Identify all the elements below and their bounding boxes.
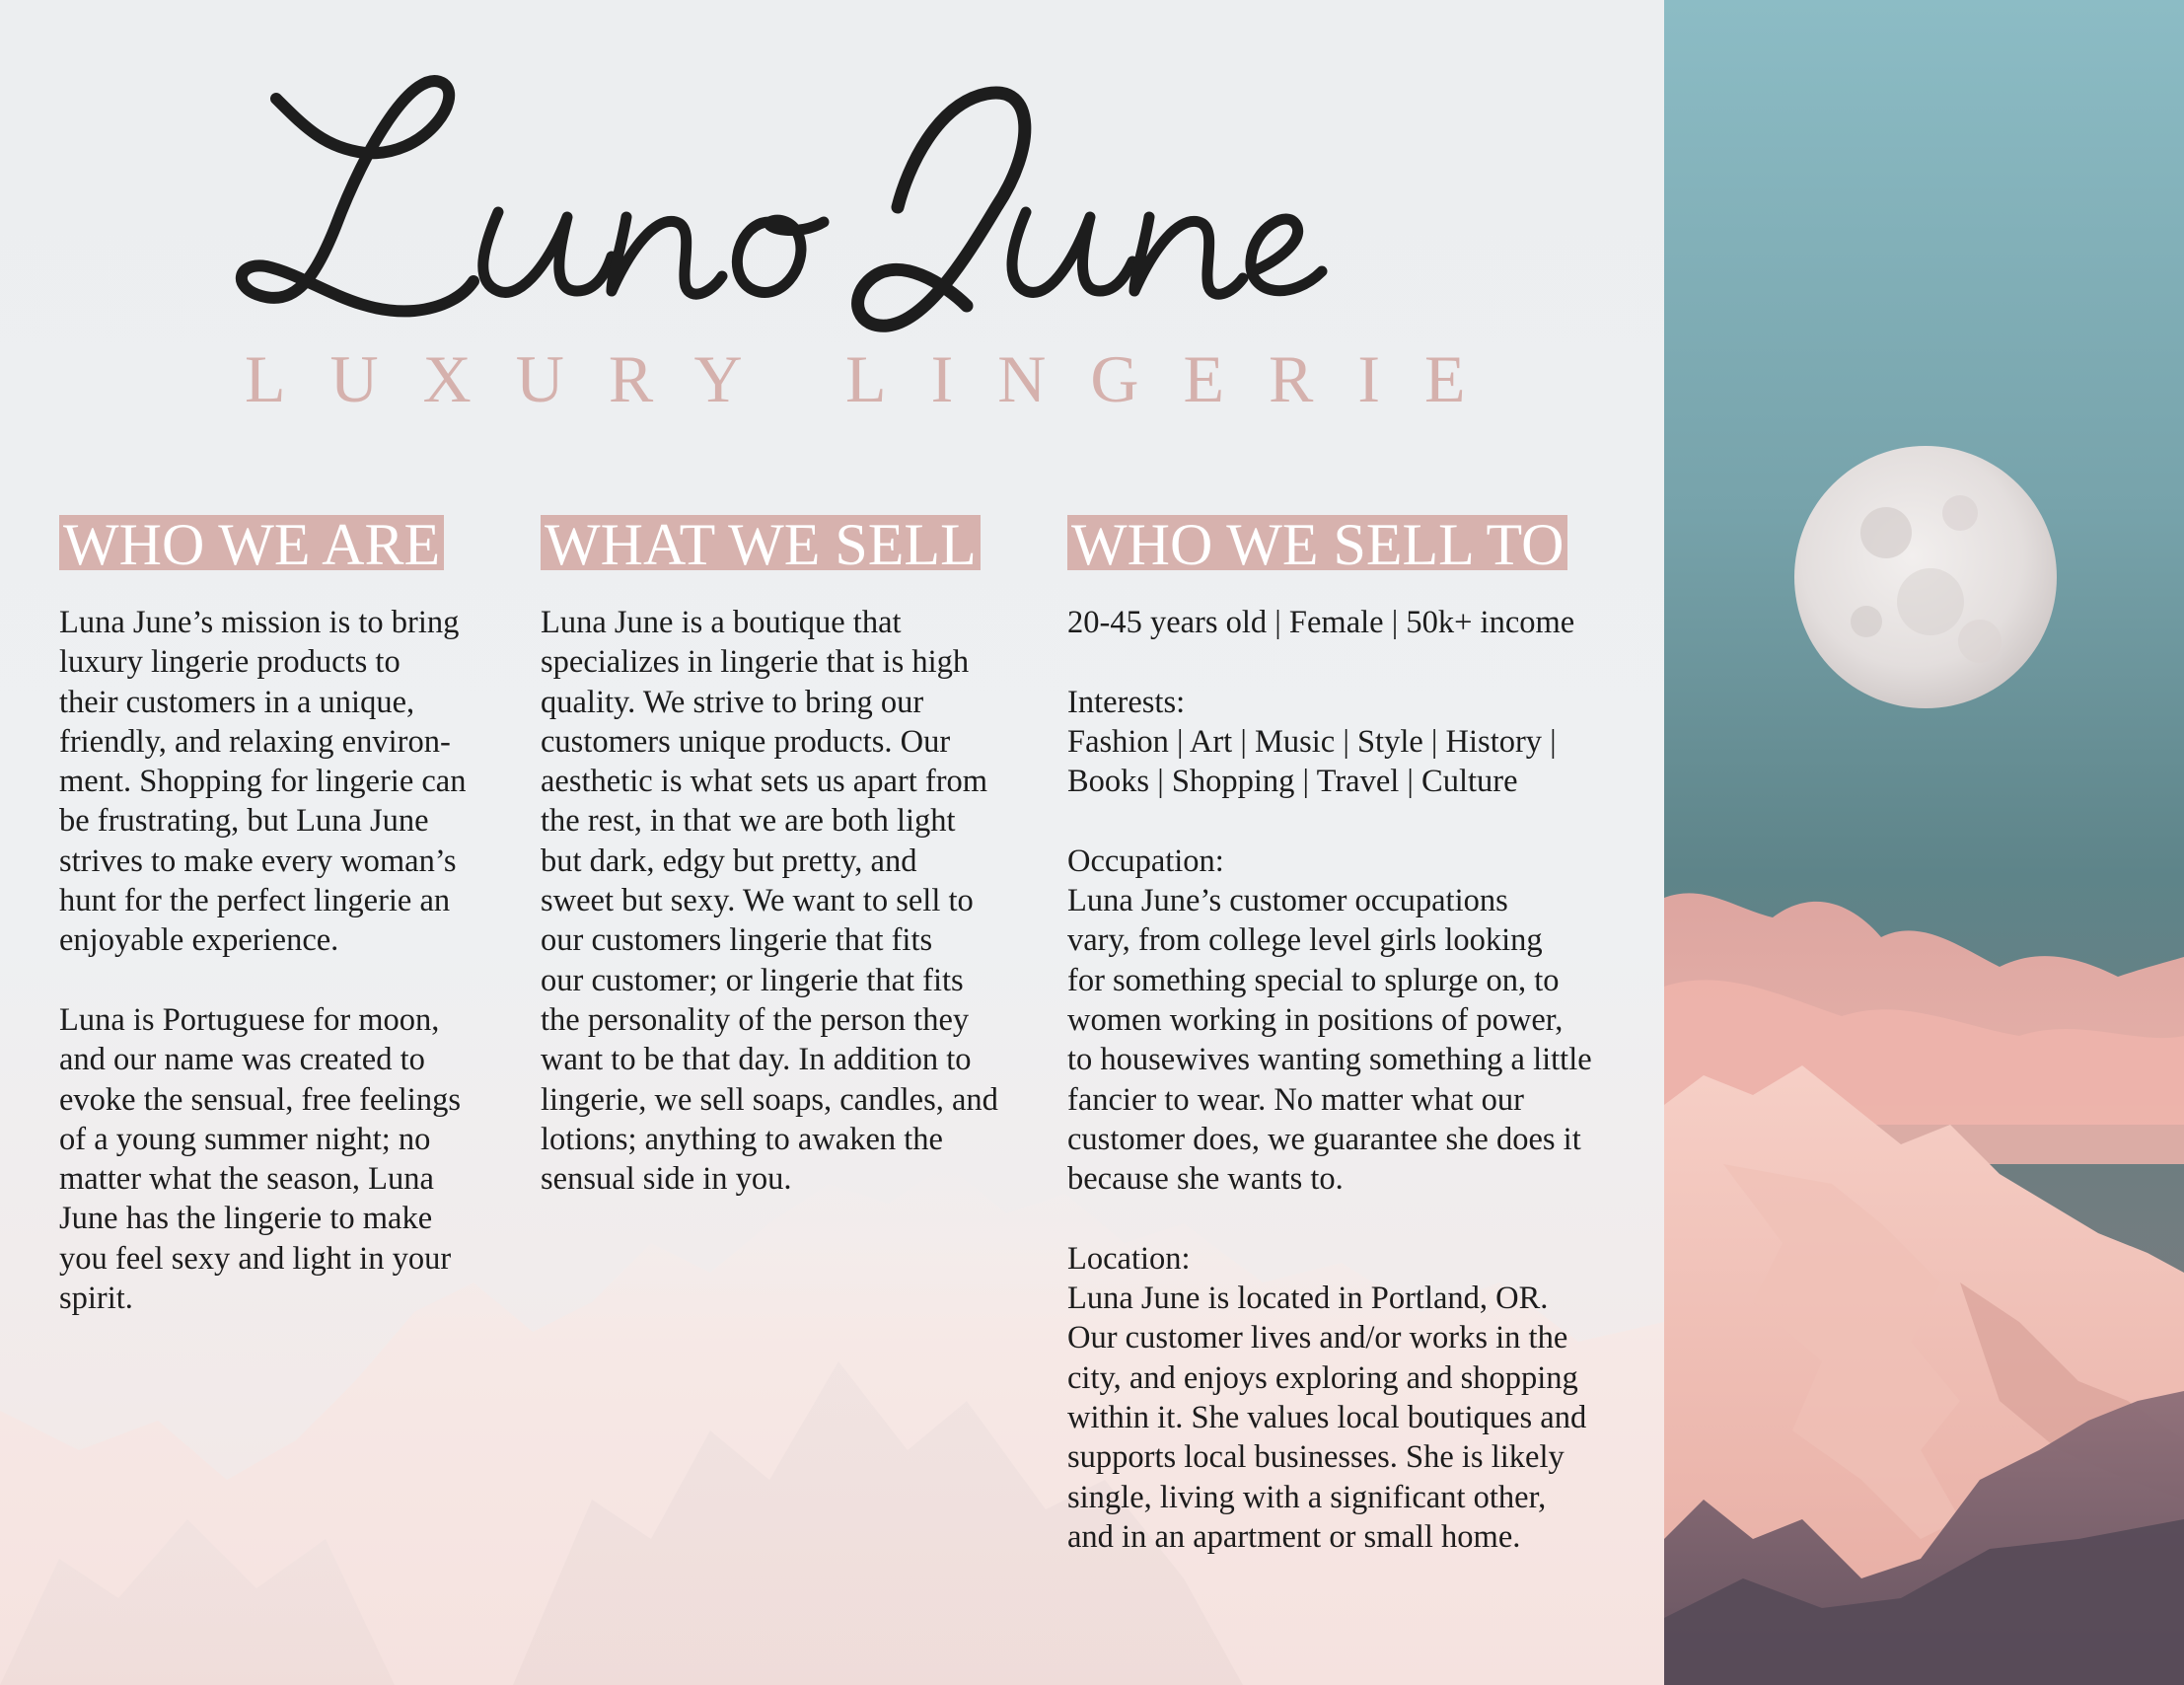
occupation-block: Occupation: Luna June’s customer occupations vary, from college level girls looking for something special to splurge on, to women working in positions of power, to housewives wanting something a little fancier to wear. No matter what our customer does, we guarantee she does it because she wants to. [1067, 842, 1592, 1198]
section-body [541, 603, 1014, 1199]
demographics-line: 20-45 years old | Female | 50k+ income [1067, 605, 1575, 640]
section-heading: WHAT WE SELL [541, 515, 981, 570]
brand-logo [217, 59, 1510, 424]
column-who-we-sell-to [1067, 515, 1620, 1557]
column-who-we-are [59, 515, 493, 1318]
interests-block: Interests: Fashion | Art | Music | Style | History | Books | Shopping | Travel | Culture [1067, 684, 1557, 800]
moon-mountain-photo [1664, 0, 2184, 1685]
paragraph: Luna June’s mission is to bring luxury lingerie products to their customers in a unique, friendly, and relaxing environ- ment. Shopping for lingerie can be frustrating, but Luna June strives to make every woman’s hunt for the perfect lingerie an enjoyable experience. [59, 605, 467, 959]
section-heading: WHO WE SELL TO [1067, 515, 1567, 570]
paragraph: Luna is Portuguese for moon, and our name was created to evoke the sensual, free feelings of a young summer night; no matter what the season, Luna June has the lingerie to make you feel sexy and light in your spirit. [59, 1001, 461, 1317]
moon [1794, 446, 2057, 708]
section-body [59, 603, 493, 1318]
paragraph: Luna June is a boutique that specializes in lingerie that is high quality. We strive to bring our customers unique products. Our aesthetic is what sets us apart from the rest, in that we are both light but dark, edgy but pretty, and sweet but sexy. We want to sell to our customers lingerie that fits our customer; or lingerie that fits the personality of the person they want to be that day. In addition to lingerie, we sell soaps, candles, and lotions; anything to awaken the sensual side in you. [541, 605, 998, 1198]
luna-june-script-logo [217, 59, 1351, 355]
location-block: Location: Luna June is located in Portland, OR. Our customer lives and/or works in the city, and enjoys exploring and shopping within it. She values local boutiques and supports local businesses. She is likely single, living with a significant other, and in an apartment or small home. [1067, 1240, 1587, 1555]
tagline: LUXURY LINGERIE [245, 341, 1510, 416]
section-body [1067, 603, 1620, 1557]
section-heading: WHO WE ARE [59, 515, 444, 570]
column-what-we-sell [541, 515, 1014, 1199]
